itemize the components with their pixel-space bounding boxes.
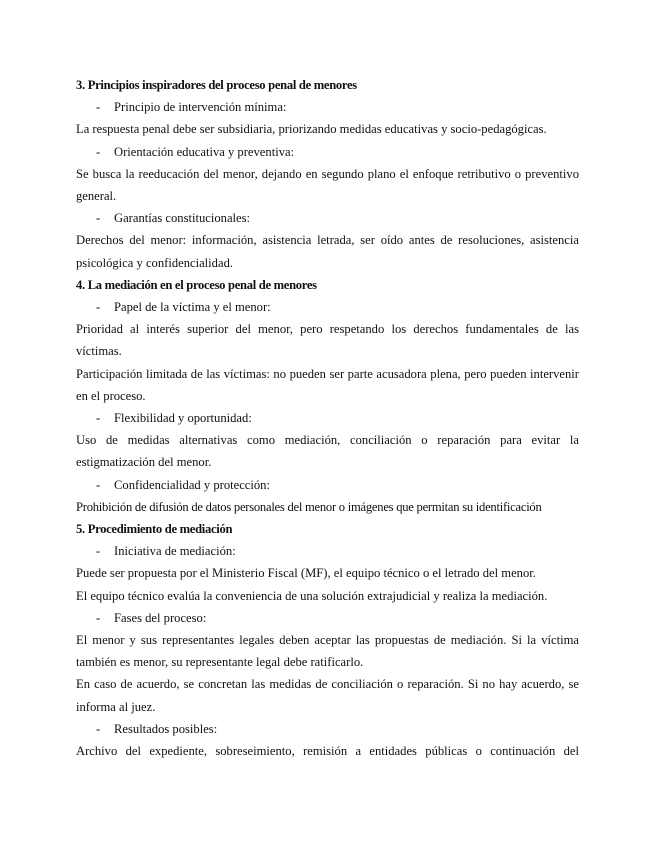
bullet-item: [76, 141, 579, 163]
bullet-item: [76, 207, 579, 229]
bullet-dash: -: [96, 411, 101, 426]
bullet-dash: -: [96, 211, 101, 226]
paragraph: En caso de acuerdo, se concretan las medidas de conciliación o reparación. Si no hay acuerdo, se informa al juez.: [76, 677, 579, 714]
bullet-item: [76, 718, 579, 740]
paragraph: Prioridad al interés superior del menor, pero respetando los derechos fundamentales de las víctimas.: [76, 322, 579, 359]
bullet-dash: -: [96, 100, 101, 115]
bullet-item: [76, 607, 579, 629]
bullet-label: Principio de intervención mínima:: [114, 100, 287, 115]
bullet-item: [76, 540, 579, 562]
bullet-label: Iniciativa de mediación:: [114, 544, 236, 559]
paragraph: Puede ser propuesta por el Ministerio Fiscal (MF), el equipo técnico o el letrado del menor.: [76, 566, 536, 581]
bullet-dash: -: [96, 144, 101, 159]
bullet-dash: -: [96, 721, 101, 736]
paragraph: La respuesta penal debe ser subsidiaria, priorizando medidas educativas y socio-pedagógicas.: [76, 122, 547, 137]
bullet-dash: -: [96, 544, 101, 559]
bullet-item: [76, 96, 579, 118]
bullet-label: Orientación educativa y preventiva:: [114, 144, 295, 159]
bullet-item: [76, 296, 579, 318]
paragraph: El equipo técnico evalúa la conveniencia de una solución extrajudicial y realiza la mediación.: [76, 588, 548, 603]
bullet-label: Garantías constitucionales:: [114, 211, 251, 226]
paragraph: Derechos del menor: información, asistencia letrada, ser oído antes de resoluciones, asistencia psicológica y confidencialidad.: [76, 233, 579, 270]
document-page: [76, 74, 579, 762]
bullet-label: Confidencialidad y protección:: [114, 477, 270, 492]
bullet-label: Flexibilidad y oportunidad:: [114, 411, 252, 426]
paragraph: El menor y sus representantes legales deben aceptar las propuestas de mediación. Si la víctima también es menor, su representante legal debe ratificarlo.: [76, 633, 579, 670]
paragraph: Archivo del expediente, sobreseimiento, remisión a entidades públicas o continuación del: [76, 744, 579, 759]
section-heading: 3. Principios inspiradores del proceso penal de menores: [76, 78, 357, 92]
paragraph: Se busca la reeducación del menor, dejando en segundo plano el enfoque retributivo o preventivo general.: [76, 166, 579, 204]
section-heading: 5. Procedimiento de mediación: [76, 522, 233, 537]
section-heading: 4. La mediación en el proceso penal de menores: [76, 277, 317, 292]
paragraph: Participación limitada de las víctimas: no pueden ser parte acusadora plena, pero pueden intervenir en el proceso.: [76, 366, 579, 403]
bullet-item: [76, 474, 579, 496]
paragraph: Prohibición de difusión de datos personales del menor o imágenes que permitan su identificación: [76, 499, 542, 514]
bullet-label: Resultados posibles:: [114, 721, 218, 736]
bullet-label: Papel de la víctima y el menor:: [114, 300, 271, 315]
bullet-dash: -: [96, 610, 101, 625]
bullet-label: Fases del proceso:: [114, 610, 207, 625]
bullet-dash: -: [96, 477, 101, 492]
bullet-dash: -: [96, 300, 101, 315]
paragraph: Uso de medidas alternativas como mediación, conciliación o reparación para evitar la estigmatización del menor.: [76, 433, 579, 470]
bullet-item: [76, 407, 579, 429]
